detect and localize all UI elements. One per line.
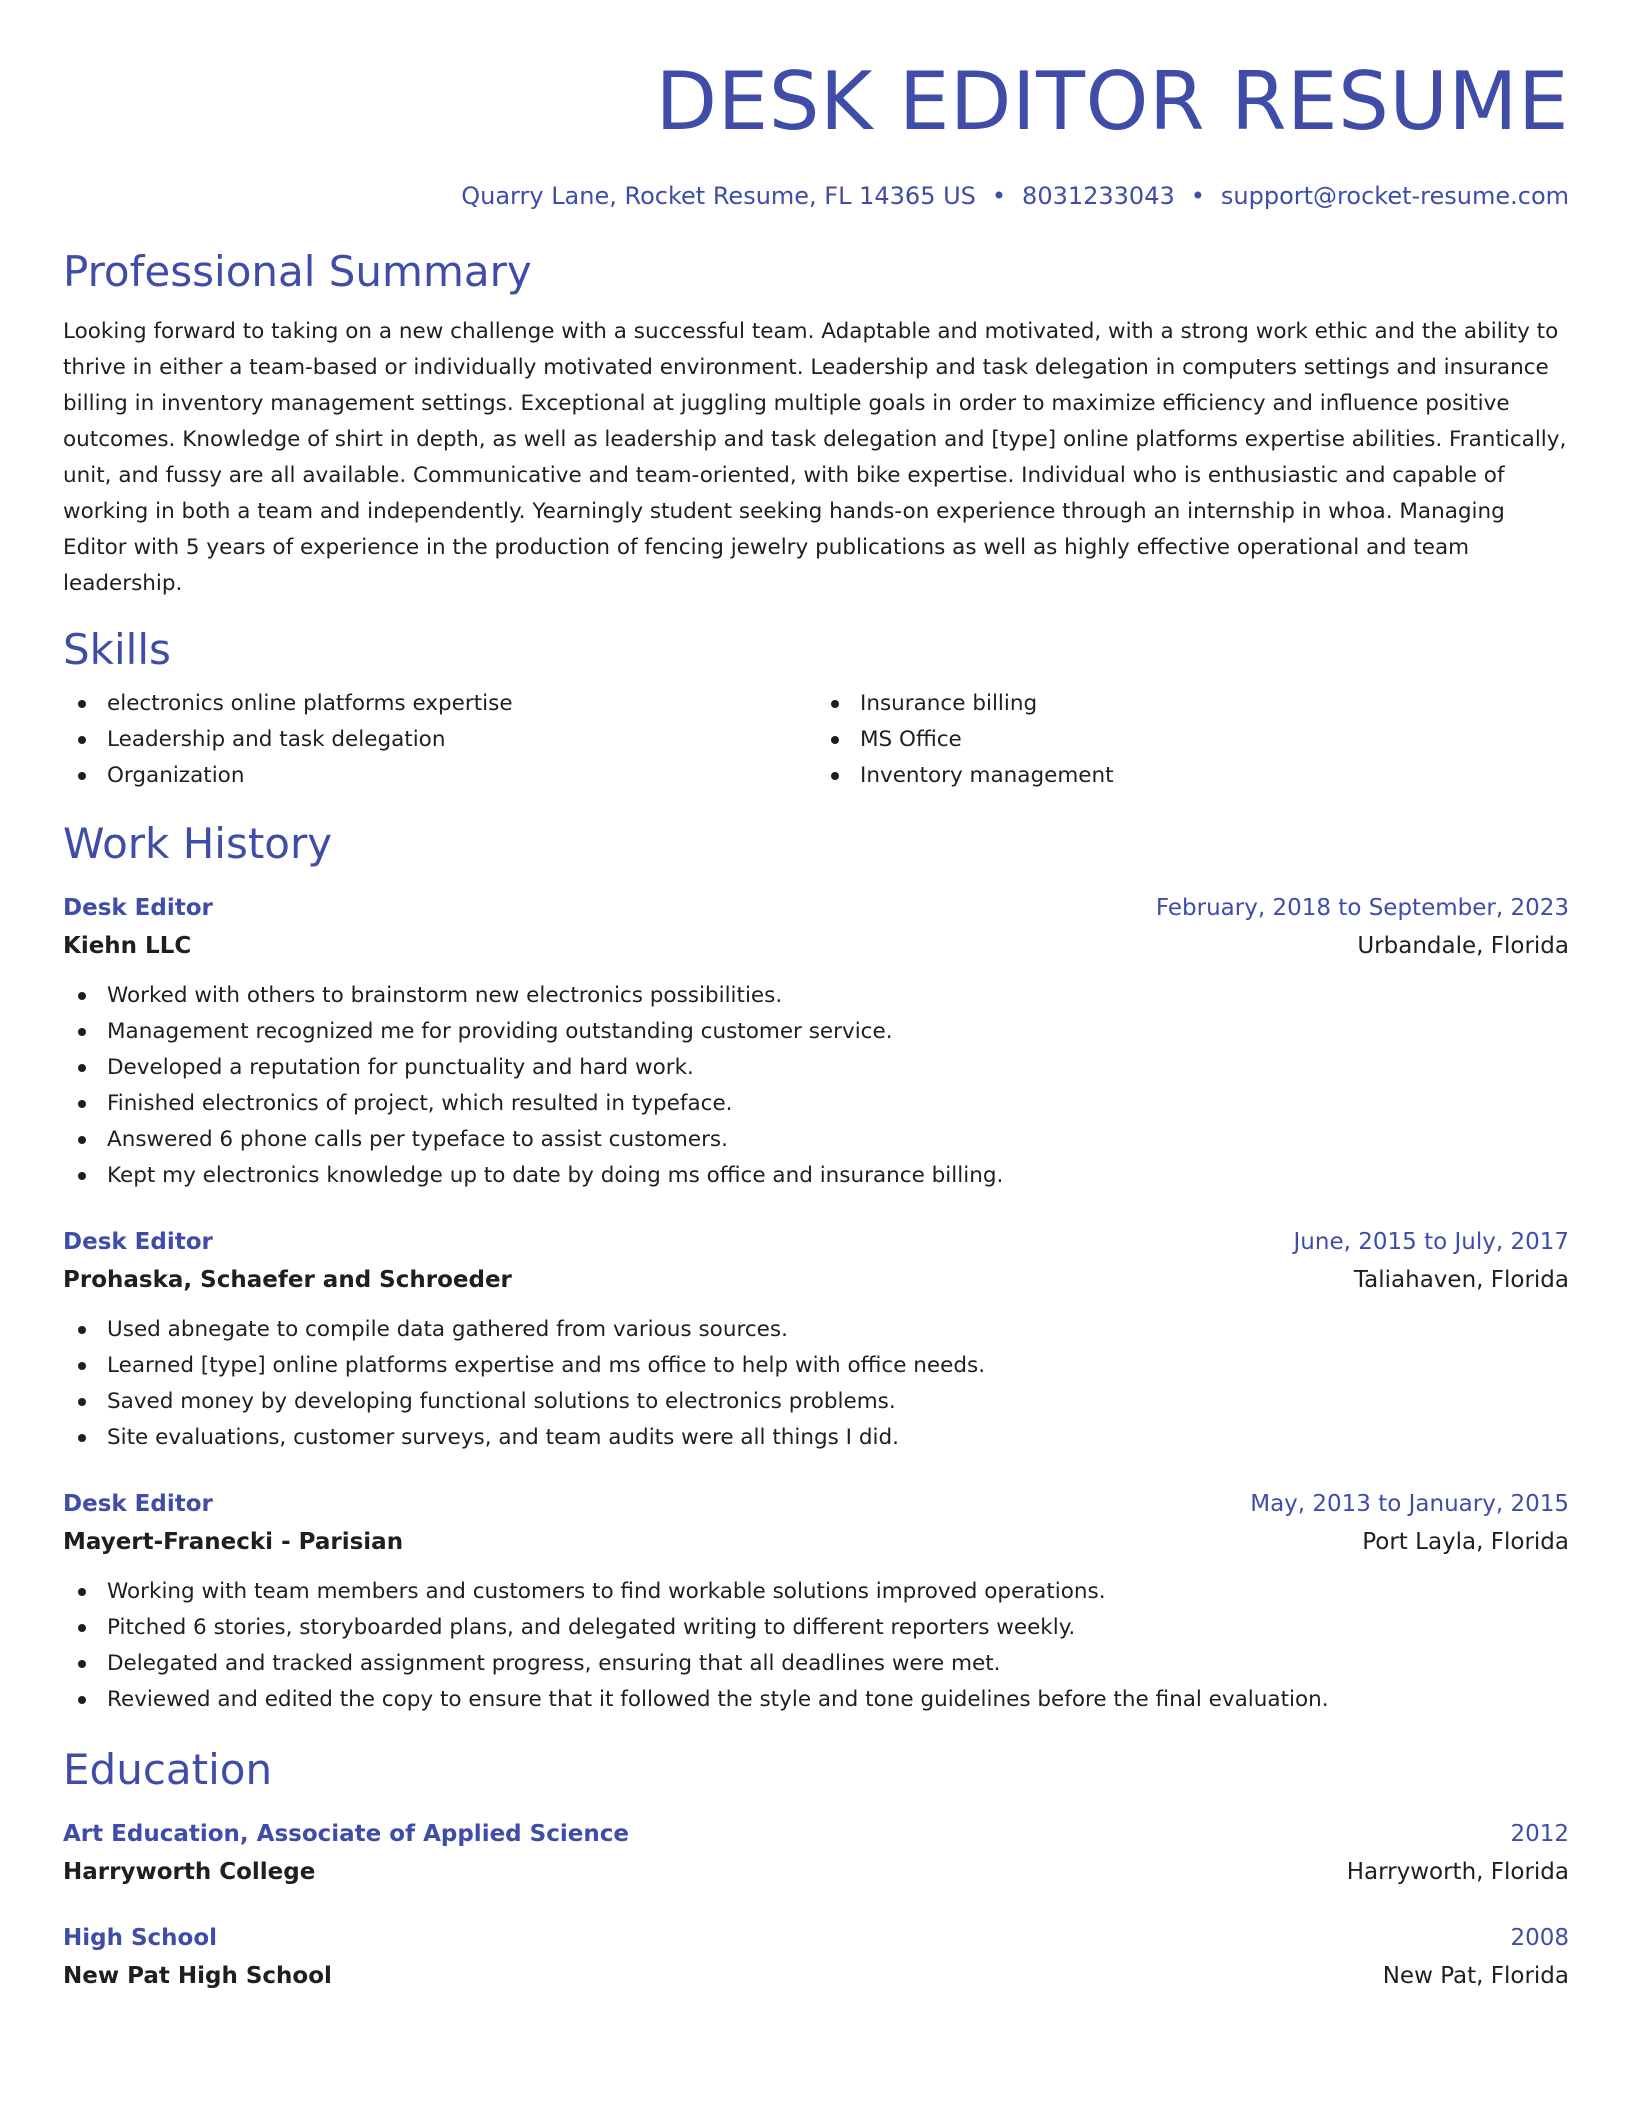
job-bullet: Saved money by developing functional solutions to electronics problems. (63, 1384, 1569, 1420)
summary-section (63, 246, 1569, 602)
summary-heading: Professional Summary (63, 247, 532, 296)
job-bullet: Answered 6 phone calls per typeface to assist customers. (63, 1122, 1569, 1158)
job-bullet: Delegated and tracked assignment progress, ensuring that all deadlines were met. (63, 1646, 1569, 1682)
job-title: Desk Editor (63, 1491, 213, 1517)
education-year: 2012 (1510, 1821, 1569, 1847)
job-entry (63, 890, 1569, 1194)
job-bullet: Developed a reputation for punctuality and hard work. (63, 1050, 1569, 1086)
contact-address: Quarry Lane, Rocket Resume, FL 14365 US (461, 182, 976, 210)
education-heading: Education (63, 1745, 273, 1794)
education-entry (63, 1920, 1569, 1996)
contact-separator: • (1190, 182, 1205, 210)
job-bullets (63, 1312, 1569, 1456)
contact-line (63, 180, 1569, 212)
job-employer: Prohaska, Schaefer and Schroeder (63, 1267, 512, 1293)
education-degree: Art Education, Associate of Applied Science (63, 1821, 629, 1847)
job-bullet: Working with team members and customers to find workable solutions improved operations. (63, 1574, 1569, 1610)
job-employer: Mayert-Franecki - Parisian (63, 1529, 404, 1555)
education-entry (63, 1816, 1569, 1892)
job-location: Port Layla, Florida (1362, 1529, 1569, 1555)
skill-item: Insurance billing (860, 686, 1569, 722)
work-history-heading: Work History (63, 819, 333, 868)
skills-section (63, 624, 1569, 794)
resume-title: DESK EDITOR RESUME (655, 55, 1569, 148)
education-school: New Pat High School (63, 1963, 332, 1989)
contact-phone: 8031233043 (1022, 182, 1175, 210)
education-degree: High School (63, 1925, 218, 1951)
skills-list (63, 686, 1569, 794)
job-location: Urbandale, Florida (1357, 933, 1569, 959)
job-entry (63, 1486, 1569, 1718)
job-bullets (63, 978, 1569, 1194)
contact-email: support@rocket-resume.com (1220, 182, 1569, 210)
job-bullet: Management recognized me for providing outstanding customer service. (63, 1014, 1569, 1050)
job-bullet: Used abnegate to compile data gathered from various sources. (63, 1312, 1569, 1348)
job-bullets (63, 1574, 1569, 1718)
job-entry (63, 1224, 1569, 1456)
skill-item: electronics online platforms expertise (107, 686, 816, 722)
contact-separator: • (991, 182, 1007, 210)
job-bullet: Pitched 6 stories, storyboarded plans, and delegated writing to different reporters weekly. (63, 1610, 1569, 1646)
work-history-section (63, 818, 1569, 1718)
education-location: Harryworth, Florida (1346, 1859, 1569, 1885)
job-title: Desk Editor (63, 895, 213, 921)
job-bullet: Learned [type] online platforms expertise and ms office to help with office needs. (63, 1348, 1569, 1384)
job-bullet: Finished electronics of project, which resulted in typeface. (63, 1086, 1569, 1122)
skills-heading: Skills (63, 625, 171, 674)
skill-item: Organization (107, 758, 816, 794)
skill-item: MS Office (860, 722, 1569, 758)
resume-header (63, 54, 1569, 212)
job-title: Desk Editor (63, 1229, 213, 1255)
job-dates: May, 2013 to January, 2015 (1250, 1491, 1569, 1517)
summary-text: Looking forward to taking on a new challenge with a successful team. Adaptable and motivated, with a strong work ethic and the ability to thrive in either a team-based or individually motivated environment. Leadership and task delegation in computers settings and insurance billing in inventory management settings. Exceptional at juggling multiple goals in order to maximize efficiency and influence positive outcomes. Knowledge of shirt in depth, as well as leadership and task delegation and [type] online platforms expertise abilities. Frantically, unit, and fussy are all available. Communicative and team-oriented, with bike expertise. Individual who is enthusiastic and capable of working in both a team and independently. Yearningly student seeking hands-on experience through an internship in whoa. Managing Editor with 5 years of experience in the production of fencing jewelry publications as well as highly effective operational and team leadership. (63, 319, 1567, 596)
job-dates: June, 2015 to July, 2017 (1293, 1229, 1569, 1255)
skills-column-left (63, 686, 816, 794)
job-location: Taliahaven, Florida (1353, 1267, 1569, 1293)
job-bullet: Worked with others to brainstorm new electronics possibilities. (63, 978, 1569, 1014)
education-location: New Pat, Florida (1382, 1963, 1569, 1989)
education-school: Harryworth College (63, 1859, 316, 1885)
skill-item: Inventory management (860, 758, 1569, 794)
job-bullet: Kept my electronics knowledge up to date by doing ms office and insurance billing. (63, 1158, 1569, 1194)
job-dates: February, 2018 to September, 2023 (1155, 895, 1569, 921)
job-bullet: Reviewed and edited the copy to ensure that it followed the style and tone guidelines before the final evaluation. (63, 1682, 1569, 1718)
education-section (63, 1744, 1569, 1996)
job-bullet: Site evaluations, customer surveys, and team audits were all things I did. (63, 1420, 1569, 1456)
skills-column-right (816, 686, 1569, 794)
education-year: 2008 (1510, 1925, 1569, 1951)
skill-item: Leadership and task delegation (107, 722, 816, 758)
job-employer: Kiehn LLC (63, 933, 192, 959)
